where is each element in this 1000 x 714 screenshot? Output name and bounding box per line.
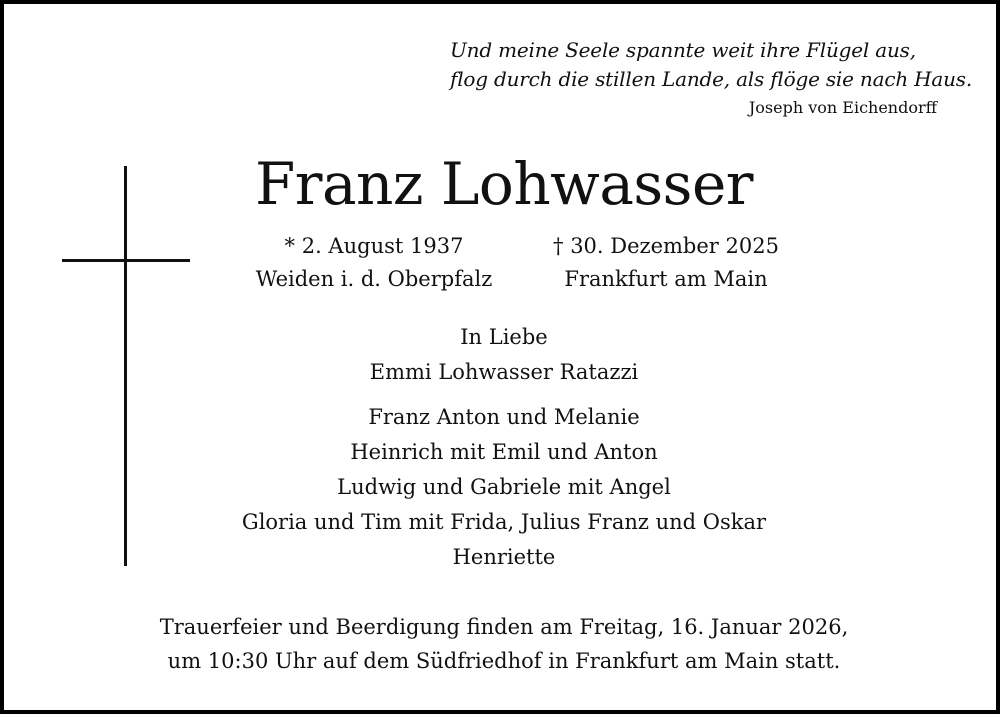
mourners [204, 320, 804, 575]
life-dates [204, 230, 844, 300]
birth-date: * 2. August 1937 [284, 234, 464, 258]
cross-horizontal-bar [62, 259, 190, 262]
birth-info [218, 230, 530, 296]
mourners-intro: In Liebe [460, 325, 548, 349]
family-list [204, 400, 804, 575]
family-line: Henriette [452, 545, 556, 569]
cross-vertical-bar [124, 166, 127, 566]
deceased-name [4, 148, 1000, 220]
family-line: Ludwig und Gabriele mit Angel [337, 475, 671, 499]
service-line: um 10:30 Uhr auf dem Südfriedhof in Frankfurt am Main statt. [167, 649, 841, 673]
service-announcement [4, 610, 1000, 678]
family-line: Heinrich mit Emil und Anton [350, 440, 658, 464]
death-info [516, 230, 816, 296]
family-line: Franz Anton und Melanie [368, 405, 640, 429]
latin-cross-icon [62, 166, 190, 566]
quote-line: Und meine Seele spannte weit ihre Flügel aus, [450, 38, 916, 62]
quote [450, 36, 973, 94]
birth-place: Weiden i. d. Oberpfalz [255, 267, 493, 291]
deceased-name-text: Franz Lohwasser [255, 150, 753, 218]
quote-line: flog durch die stillen Lande, als flöge sie nach Haus. [450, 67, 973, 91]
family-line: Gloria und Tim mit Frida, Julius Franz und Oskar [241, 510, 767, 534]
service-line: Trauerfeier und Beerdigung finden am Freitag, 16. Januar 2026, [159, 615, 849, 639]
spouse-name: Emmi Lohwasser Ratazzi [369, 360, 639, 384]
death-date: † 30. Dezember 2025 [553, 234, 779, 258]
quote-author: Joseph von Eichendorff [748, 98, 937, 117]
death-place: Frankfurt am Main [564, 267, 768, 291]
